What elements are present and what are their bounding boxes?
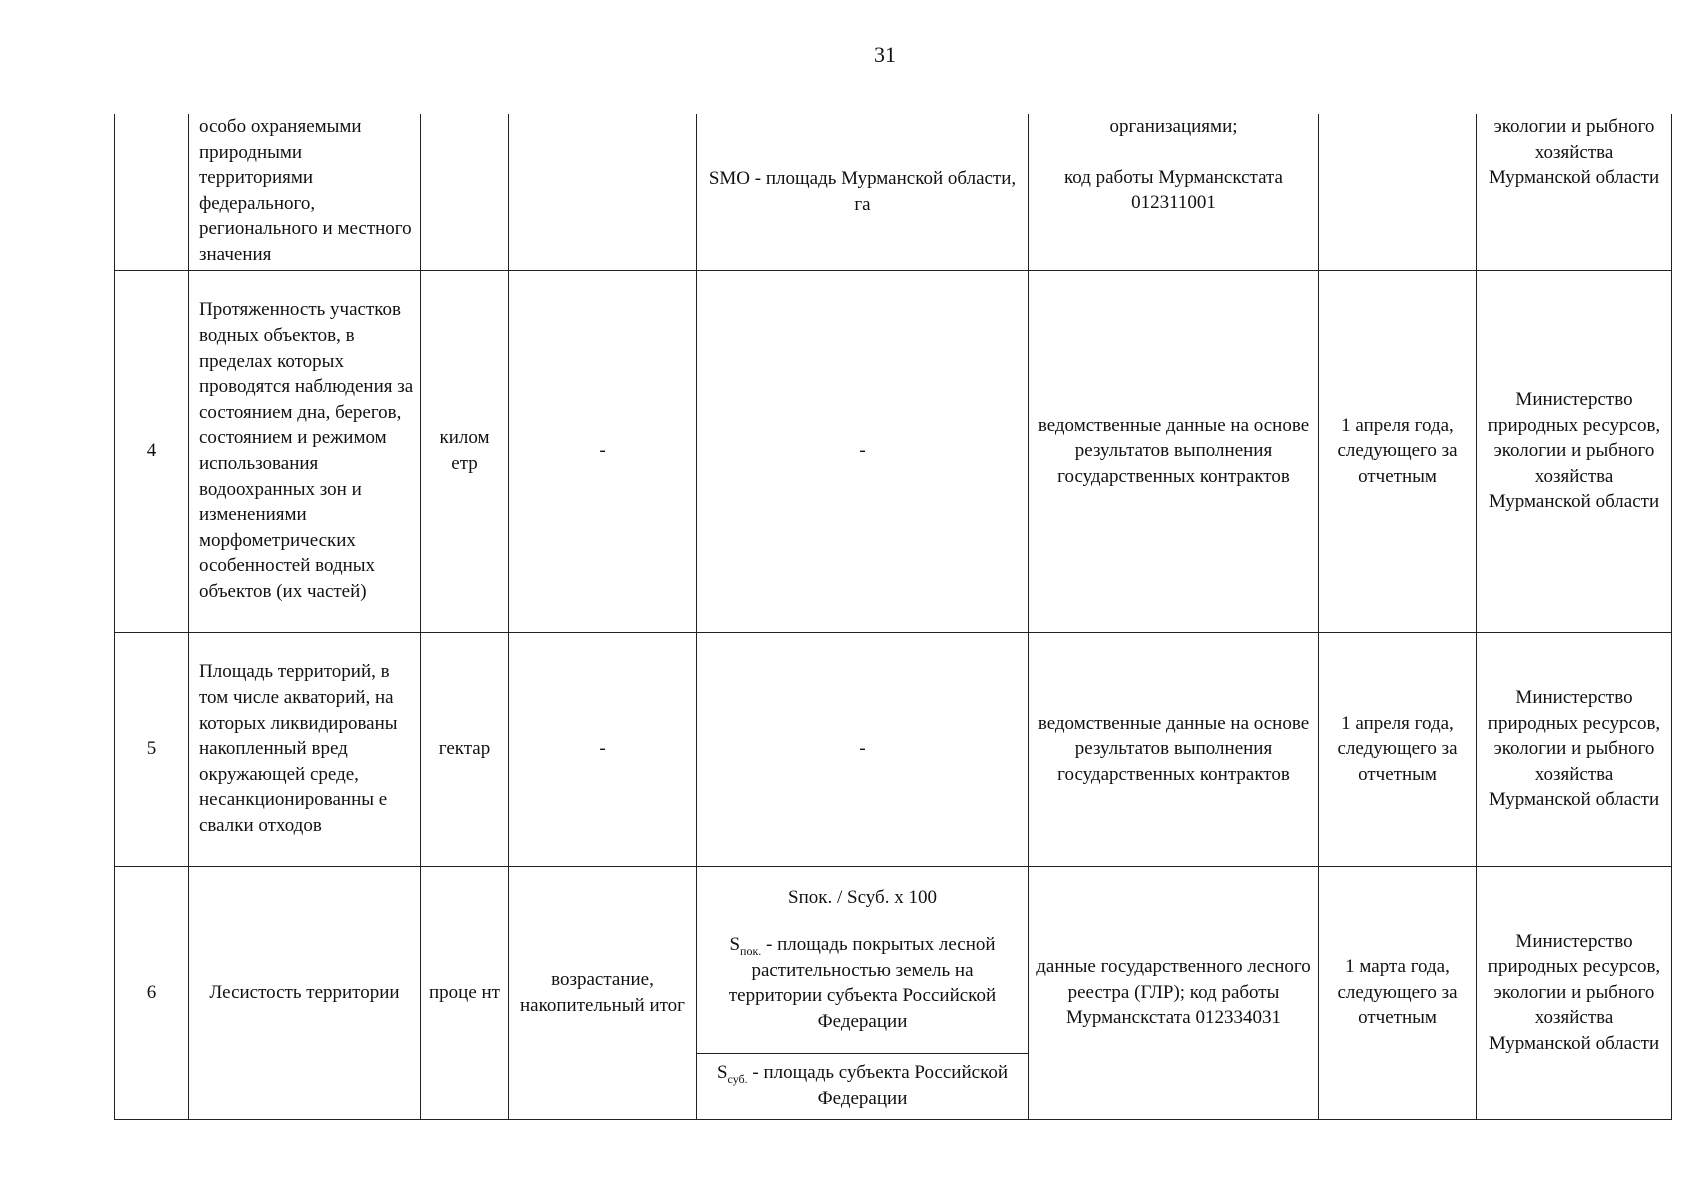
deadline-cell: 1 апреля года, следующего за отчетным (1319, 270, 1477, 632)
indicator-name: особо охраняемыми природными территориями федерального, регионального и местного значения (189, 114, 421, 270)
source-cell (1029, 114, 1319, 270)
formula-def-2: $S_{суб.}$ - площадь субъекта Российской Федерации (697, 1053, 1029, 1119)
source-cell: данные государственного лесного реестра (ГЛР); код работы Мурманскстата 012334031 (1029, 866, 1319, 1119)
deadline-cell: 1 апреля года, следующего за отчетным (1319, 632, 1477, 866)
formula-cell (697, 866, 1029, 1053)
indicator-name: Площадь территорий, в том числе акваторий, на которых ликвидированы накопленный вред окружающей среде, несанкционированны е свалки отходов (189, 632, 421, 866)
responsible-cell: экологии и рыбного хозяйства Мурманской области (1477, 114, 1672, 270)
unit-cell: проце нт (421, 866, 509, 1119)
deadline-cell (1319, 114, 1477, 270)
row-number: 5 (115, 632, 189, 866)
indicator-name: Лесистость территории (189, 866, 421, 1119)
indicators-table (114, 114, 1672, 1120)
method-cell: - (509, 270, 697, 632)
source-part-1: организациями; (1109, 116, 1238, 137)
unit-cell (421, 114, 509, 270)
table-row (115, 114, 1672, 270)
method-cell: - (509, 632, 697, 866)
row-number: 6 (115, 866, 189, 1119)
unit-cell: килом етр (421, 270, 509, 632)
table-row (115, 866, 1672, 1053)
row-number (115, 114, 189, 270)
deadline-cell: 1 марта года, следующего за отчетным (1319, 866, 1477, 1119)
method-cell (509, 114, 697, 270)
formula-cell: SMO - площадь Мурманской области, га (697, 114, 1029, 270)
formula-main: Sпок. / Sсуб. x 100 (788, 886, 937, 908)
table-row (115, 270, 1672, 632)
unit-cell: гектар (421, 632, 509, 866)
source-cell: ведомственные данные на основе результатов выполнения государственных контрактов (1029, 632, 1319, 866)
responsible-cell: Министерство природных ресурсов, экологии и рыбного хозяйства Мурманской области (1477, 270, 1672, 632)
responsible-cell: Министерство природных ресурсов, экологии и рыбного хозяйства Мурманской области (1477, 866, 1672, 1119)
indicator-name: Протяженность участков водных объектов, в пределах которых проводятся наблюдения за состоянием дна, берегов, состоянием и режимом использования водоохранных зон и изменениями морфометрических особенностей водных объектов (их частей) (189, 270, 421, 632)
page-number: 31 (874, 42, 896, 67)
row-number: 4 (115, 270, 189, 632)
source-cell: ведомственные данные на основе результатов выполнения государственных контрактов (1029, 270, 1319, 632)
responsible-cell: Министерство природных ресурсов, экологии и рыбного хозяйства Мурманской области (1477, 632, 1672, 866)
source-part-2: код работы Мурманскстата 012311001 (1063, 166, 1283, 214)
table-row (115, 632, 1672, 866)
formula-cell: - (697, 270, 1029, 632)
formula-def-1: $S_{пок.}$ - площадь покрытых лесной растительностью земель на территории субъекта Российской Федерации (728, 934, 997, 1032)
method-cell: возрастание, накопительный итог (509, 866, 697, 1119)
formula-cell: - (697, 632, 1029, 866)
